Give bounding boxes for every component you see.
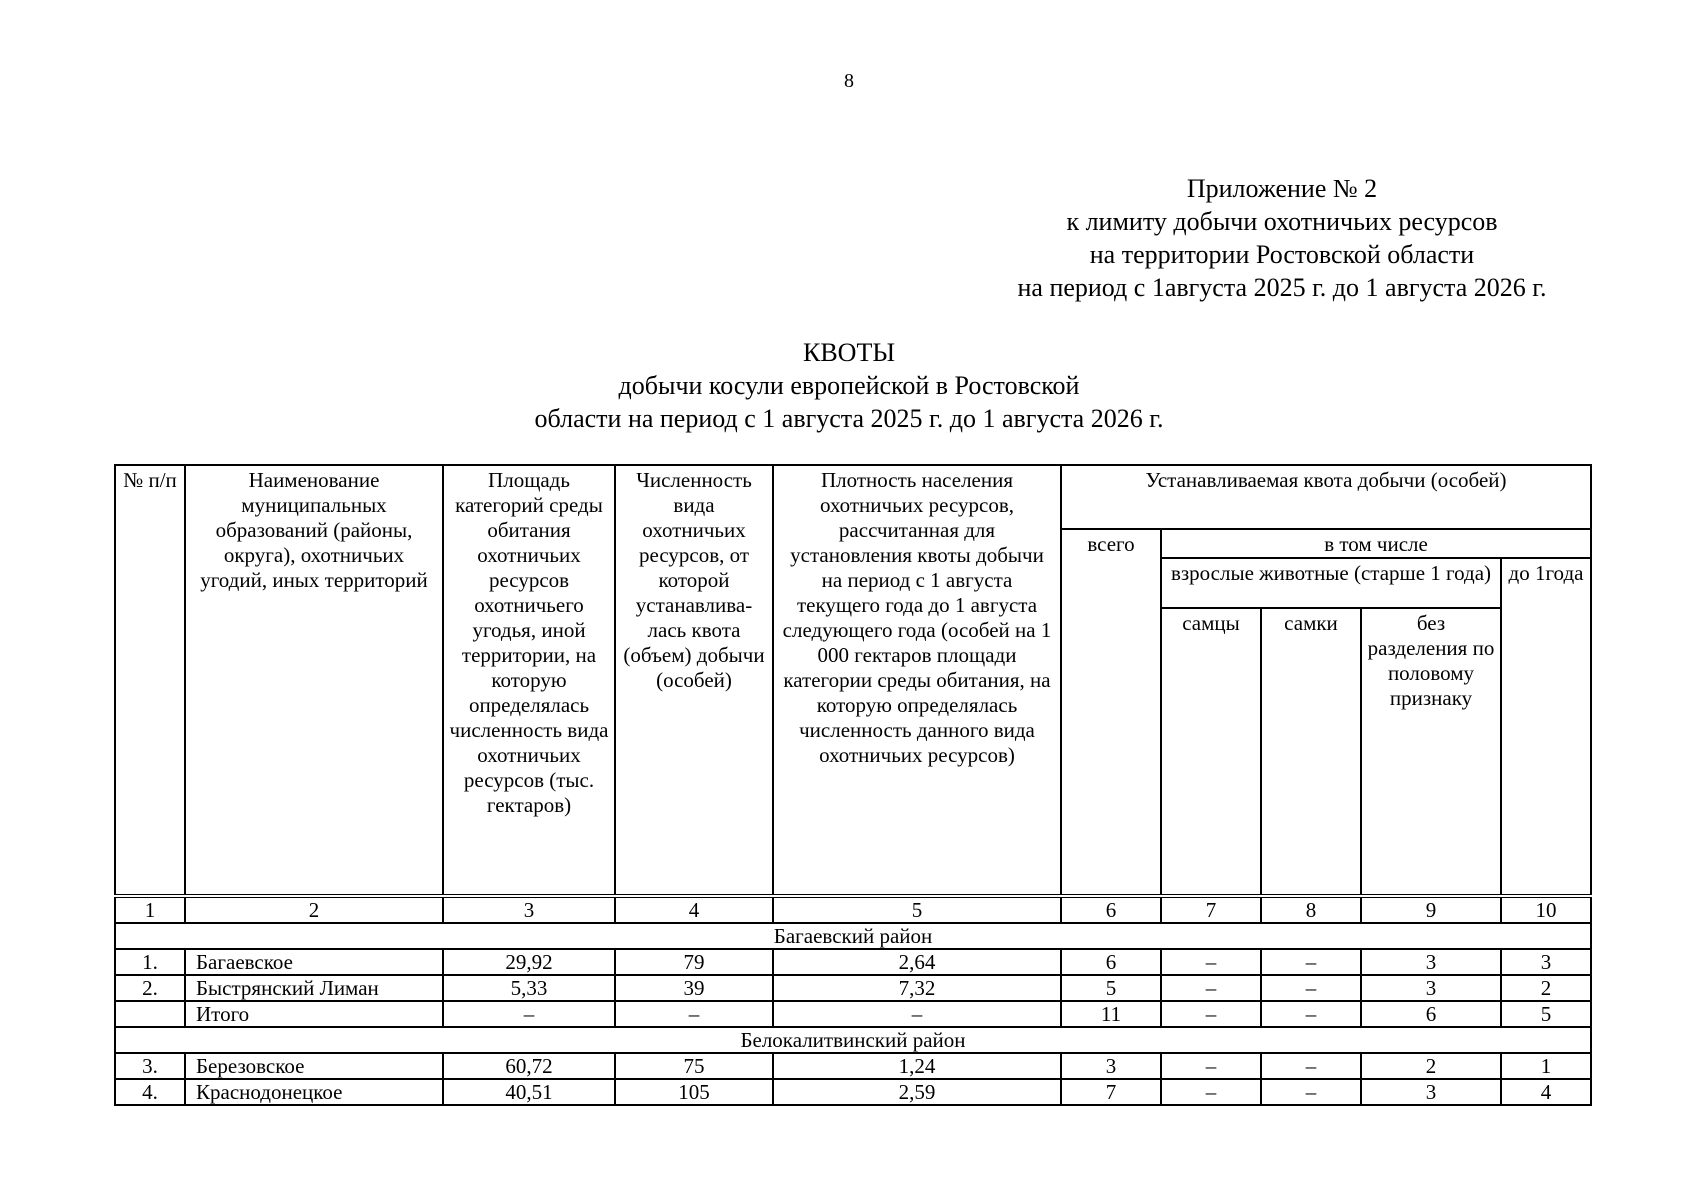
section-title: Багаевский район xyxy=(115,923,1591,949)
header-area: Площадь категорий среды обитания охотничьих ресурсов охотничьего угодья, иной территории, на которую определялась численность вида охотничьих ресурсов (тыс. гектаров) xyxy=(443,465,615,896)
cell-males: – xyxy=(1161,975,1261,1001)
cell-young: 2 xyxy=(1501,975,1591,1001)
header-density: Плотность населения охотничьих ресурсов, рассчитанная для установления квоты добычи на период с 1 августа текущего года до 1 августа следующего года (особей на 1 000 гектаров площади категории среды обитания, на которую определялась численность данного вида охотничьих ресурсов) xyxy=(773,465,1061,896)
cell-density: 7,32 xyxy=(773,975,1061,1001)
title-subtitle-line: области на период с 1 августа 2025 г. до 1 августа 2026 г. xyxy=(534,404,1164,433)
cell-no-sex: 3 xyxy=(1361,975,1501,1001)
cell-area: 29,92 xyxy=(443,949,615,975)
appendix-line: Приложение № 2 xyxy=(1186,174,1378,203)
section-row xyxy=(115,1027,1591,1053)
column-number: 10 xyxy=(1501,896,1591,923)
cell-num: 3. xyxy=(115,1053,185,1079)
column-numbers-row xyxy=(115,896,1591,923)
column-number: 7 xyxy=(1161,896,1261,923)
appendix-line: к лимиту добычи охотничьих ресурсов xyxy=(1066,207,1498,236)
cell-young: 1 xyxy=(1501,1053,1591,1079)
appendix-note xyxy=(972,172,1592,304)
cell-area: – xyxy=(443,1001,615,1027)
cell-young: 3 xyxy=(1501,949,1591,975)
cell-young: 5 xyxy=(1501,1001,1591,1027)
appendix-line: на территории Ростовской области xyxy=(1089,240,1475,269)
column-number: 1 xyxy=(115,896,185,923)
cell-females: – xyxy=(1261,949,1361,975)
cell-name: Березовское xyxy=(185,1053,443,1079)
cell-total: 6 xyxy=(1061,949,1161,975)
cell-total: 7 xyxy=(1061,1079,1161,1105)
cell-males: – xyxy=(1161,1001,1261,1027)
header-young: до 1года xyxy=(1501,558,1591,896)
cell-females: – xyxy=(1261,1053,1361,1079)
cell-total: 11 xyxy=(1061,1001,1161,1027)
title-subtitle-line: добычи косули европейской в Ростовской xyxy=(618,371,1080,400)
cell-population: – xyxy=(615,1001,773,1027)
cell-no-sex: 6 xyxy=(1361,1001,1501,1027)
table-row-total xyxy=(115,1001,1591,1027)
cell-no-sex: 3 xyxy=(1361,1079,1501,1105)
cell-density: 1,24 xyxy=(773,1053,1061,1079)
cell-num: 2. xyxy=(115,975,185,1001)
column-number: 2 xyxy=(185,896,443,923)
cell-no-sex: 2 xyxy=(1361,1053,1501,1079)
section-title: Белокалитвинский район xyxy=(115,1027,1591,1053)
header-num: № п/п xyxy=(115,465,185,896)
table-row xyxy=(115,949,1591,975)
cell-num xyxy=(115,1001,185,1027)
header-males: самцы xyxy=(1161,608,1261,896)
section-row xyxy=(115,923,1591,949)
title-main: КВОТЫ xyxy=(802,338,895,367)
table-row xyxy=(115,1053,1591,1079)
cell-population: 75 xyxy=(615,1053,773,1079)
cell-no-sex: 3 xyxy=(1361,949,1501,975)
header-population: Численность вида охотничьих ресурсов, от которой устанавлива-лась квота (объем) добычи (особей) xyxy=(615,465,773,896)
column-number: 6 xyxy=(1061,896,1161,923)
column-number: 3 xyxy=(443,896,615,923)
document-title xyxy=(0,336,1698,435)
appendix-line: на период с 1августа 2025 г. до 1 августа 2026 г. xyxy=(1017,273,1547,302)
cell-name: Быстрянский Лиман xyxy=(185,975,443,1001)
cell-females: – xyxy=(1261,1079,1361,1105)
cell-total: 3 xyxy=(1061,1053,1161,1079)
cell-males: – xyxy=(1161,949,1261,975)
column-number: 5 xyxy=(773,896,1061,923)
cell-density: 2,64 xyxy=(773,949,1061,975)
quota-table-container xyxy=(114,464,1590,1106)
cell-males: – xyxy=(1161,1053,1261,1079)
cell-males: – xyxy=(1161,1079,1261,1105)
cell-density: – xyxy=(773,1001,1061,1027)
header-name: Наименование муниципальных образований (районы, округа), охотничьих угодий, иных территорий xyxy=(185,465,443,896)
cell-area: 5,33 xyxy=(443,975,615,1001)
cell-females: – xyxy=(1261,1001,1361,1027)
header-including: в том числе xyxy=(1161,529,1591,558)
page-number: 8 xyxy=(844,70,854,92)
cell-area: 60,72 xyxy=(443,1053,615,1079)
cell-population: 79 xyxy=(615,949,773,975)
column-number: 4 xyxy=(615,896,773,923)
header-total: всего xyxy=(1061,529,1161,896)
table-row xyxy=(115,1079,1591,1105)
cell-population: 39 xyxy=(615,975,773,1001)
cell-name: Багаевское xyxy=(185,949,443,975)
cell-name: Итого xyxy=(185,1001,443,1027)
cell-num: 4. xyxy=(115,1079,185,1105)
column-number: 9 xyxy=(1361,896,1501,923)
cell-density: 2,59 xyxy=(773,1079,1061,1105)
header-no-sex: без разделения по половому признаку xyxy=(1361,608,1501,896)
table-header xyxy=(115,465,1591,896)
cell-num: 1. xyxy=(115,949,185,975)
cell-area: 40,51 xyxy=(443,1079,615,1105)
cell-population: 105 xyxy=(615,1079,773,1105)
cell-females: – xyxy=(1261,975,1361,1001)
quota-table xyxy=(114,464,1592,1106)
table-row xyxy=(115,975,1591,1001)
cell-young: 4 xyxy=(1501,1079,1591,1105)
header-quota: Устанавливаемая квота добычи (особей) xyxy=(1061,465,1591,529)
column-number: 8 xyxy=(1261,896,1361,923)
cell-name: Краснодонецкое xyxy=(185,1079,443,1105)
cell-total: 5 xyxy=(1061,975,1161,1001)
header-females: самки xyxy=(1261,608,1361,896)
table-body xyxy=(115,896,1591,1105)
header-adults: взрослые животные (старше 1 года) xyxy=(1161,558,1501,608)
